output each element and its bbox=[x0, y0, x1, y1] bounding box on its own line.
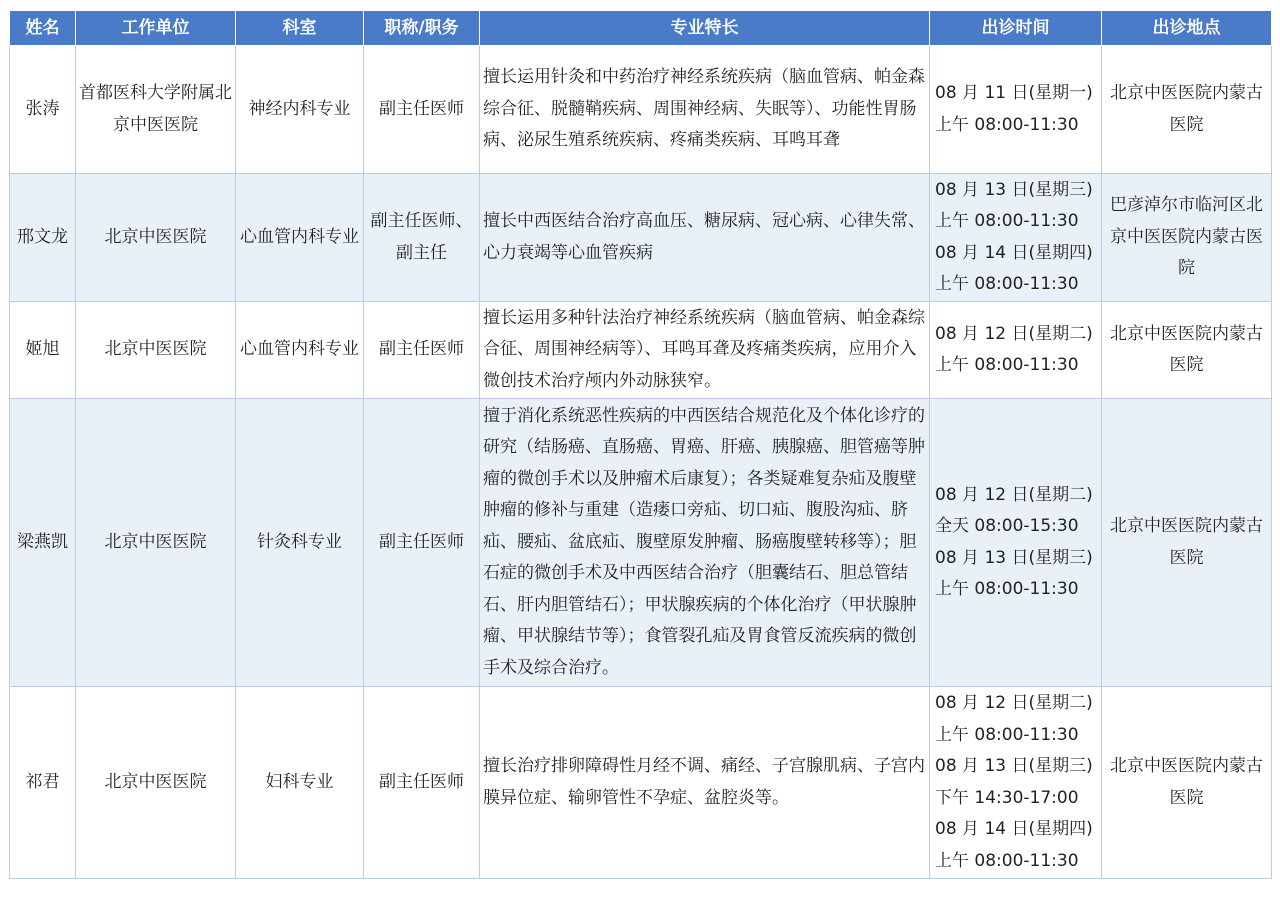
clinic-time-line: 08 月 11 日(星期一) bbox=[935, 83, 1093, 103]
job-title-cell: 副主任医师 bbox=[364, 46, 480, 174]
work-unit-cell: 北京中医医院 bbox=[76, 399, 236, 687]
header-row bbox=[10, 11, 1272, 46]
specialty-cell: 擅于消化系统恶性疾病的中西医结合规范化及个体化诊疗的研究（结肠癌、直肠癌、胃癌、肝癌、胰腺癌、胆管癌等肿瘤的微创手术以及肿瘤术后康复）；各类疑难复杂疝及腹壁肿瘤的修补与重建（造瘘口旁疝、切口疝、腹股沟疝、脐疝、腰疝、盆底疝、腹壁原发肿瘤、肠癌腹壁转移等）；胆石症的微创手术及中西医结合治疗（胆囊结石、胆总管结石、肝内胆管结石）；甲状腺疾病的个体化治疗（甲状腺肿瘤、甲状腺结节等）；食管裂孔疝及胃食管反流疾病的微创手术及综合治疗。 bbox=[480, 399, 930, 687]
table-body bbox=[10, 46, 1272, 879]
work-unit-cell: 北京中医医院 bbox=[76, 302, 236, 399]
clinic-time-line: 上午 08:00-11:30 bbox=[935, 211, 1079, 231]
job-title-cell: 副主任医师、副主任 bbox=[364, 174, 480, 302]
specialty-cell: 擅长运用多种针法治疗神经系统疾病（脑血管病、帕金森综合征、周围神经病等）、耳鸣耳聋及疼痛类疾病，应用介入微创技术治疗颅内外动脉狭窄。 bbox=[480, 302, 930, 399]
clinic-place-cell: 巴彦淖尔市临河区北京中医医院内蒙古医院 bbox=[1102, 174, 1272, 302]
job-title-cell: 副主任医师 bbox=[364, 302, 480, 399]
table-row bbox=[10, 687, 1272, 879]
specialty-cell: 擅长运用针灸和中药治疗神经系统疾病（脑血管病、帕金森综合征、脱髓鞘疾病、周围神经病、失眠等）、功能性胃肠病、泌尿生殖系统疾病、疼痛类疾病、耳鸣耳聋 bbox=[480, 46, 930, 174]
col-header-name: 姓名 bbox=[10, 11, 76, 46]
clinic-time-line: 08 月 14 日(星期四) bbox=[935, 819, 1093, 839]
table-row bbox=[10, 399, 1272, 687]
clinic-place-cell: 北京中医医院内蒙古医院 bbox=[1102, 687, 1272, 879]
department-cell: 神经内科专业 bbox=[236, 46, 364, 174]
clinic-time-line: 08 月 12 日(星期二) bbox=[935, 323, 1093, 344]
col-header-title: 职称/职务 bbox=[364, 11, 480, 46]
clinic-time-cell bbox=[930, 687, 1102, 879]
department-cell: 妇科专业 bbox=[236, 687, 364, 879]
table-header bbox=[10, 11, 1272, 46]
clinic-time-line: 上午 08:00-11:30 bbox=[935, 579, 1079, 599]
clinic-time-line: 08 月 13 日(星期三) bbox=[935, 756, 1093, 776]
doctor-name-cell: 姬旭 bbox=[10, 302, 76, 399]
clinic-place-cell: 北京中医医院内蒙古医院 bbox=[1102, 46, 1272, 174]
clinic-time-cell bbox=[930, 399, 1102, 687]
clinic-time-line: 08 月 12 日(星期二) bbox=[935, 693, 1093, 713]
clinic-time-line: 上午 08:00-11:30 bbox=[935, 355, 1079, 375]
work-unit-cell: 北京中医医院 bbox=[76, 687, 236, 879]
clinic-time-line: 08 月 13 日(星期三) bbox=[935, 547, 1093, 568]
clinic-time-cell bbox=[930, 302, 1102, 399]
col-header-specialty: 专业特长 bbox=[480, 11, 930, 46]
clinic-time-cell bbox=[930, 174, 1102, 302]
specialty-cell: 擅长治疗排卵障碍性月经不调、痛经、子宫腺肌病、子宫内膜异位症、输卵管性不孕症、盆腔炎等。 bbox=[480, 687, 930, 879]
doctor-name-cell: 张涛 bbox=[10, 46, 76, 174]
clinic-time-line: 08 月 13 日(星期三) bbox=[935, 179, 1093, 200]
job-title-cell: 副主任医师 bbox=[364, 687, 480, 879]
col-header-unit: 工作单位 bbox=[76, 11, 236, 46]
work-unit-cell: 首都医科大学附属北京中医医院 bbox=[76, 46, 236, 174]
table-row bbox=[10, 174, 1272, 302]
clinic-place-cell: 北京中医医院内蒙古医院 bbox=[1102, 302, 1272, 399]
table-row bbox=[10, 302, 1272, 399]
job-title-cell: 副主任医师 bbox=[364, 399, 480, 687]
col-header-place: 出诊地点 bbox=[1102, 11, 1272, 46]
work-unit-cell: 北京中医医院 bbox=[76, 174, 236, 302]
doctor-name-cell: 梁燕凯 bbox=[10, 399, 76, 687]
doctor-name-cell: 邢文龙 bbox=[10, 174, 76, 302]
clinic-time-line: 上午 08:00-11:30 bbox=[935, 850, 1079, 871]
clinic-place-cell: 北京中医医院内蒙古医院 bbox=[1102, 399, 1272, 687]
doctor-name-cell: 祁君 bbox=[10, 687, 76, 879]
clinic-time-line: 全天 08:00-15:30 bbox=[935, 516, 1079, 536]
clinic-time-line: 上午 08:00-11:30 bbox=[935, 114, 1079, 135]
department-cell: 心血管内科专业 bbox=[236, 302, 364, 399]
col-header-dept: 科室 bbox=[236, 11, 364, 46]
clinic-schedule-table bbox=[9, 10, 1272, 879]
clinic-time-line: 上午 08:00-11:30 bbox=[935, 274, 1079, 294]
specialty-cell: 擅长中西医结合治疗高血压、糖尿病、冠心病、心律失常、心力衰竭等心血管疾病 bbox=[480, 174, 930, 302]
clinic-time-cell bbox=[930, 46, 1102, 174]
col-header-time: 出诊时间 bbox=[930, 11, 1102, 46]
clinic-time-line: 上午 08:00-11:30 bbox=[935, 724, 1079, 745]
table-row bbox=[10, 46, 1272, 174]
department-cell: 针灸科专业 bbox=[236, 399, 364, 687]
department-cell: 心血管内科专业 bbox=[236, 174, 364, 302]
clinic-time-line: 下午 14:30-17:00 bbox=[935, 787, 1079, 808]
clinic-time-line: 08 月 12 日(星期二) bbox=[935, 484, 1093, 505]
clinic-time-line: 08 月 14 日(星期四) bbox=[935, 242, 1093, 263]
